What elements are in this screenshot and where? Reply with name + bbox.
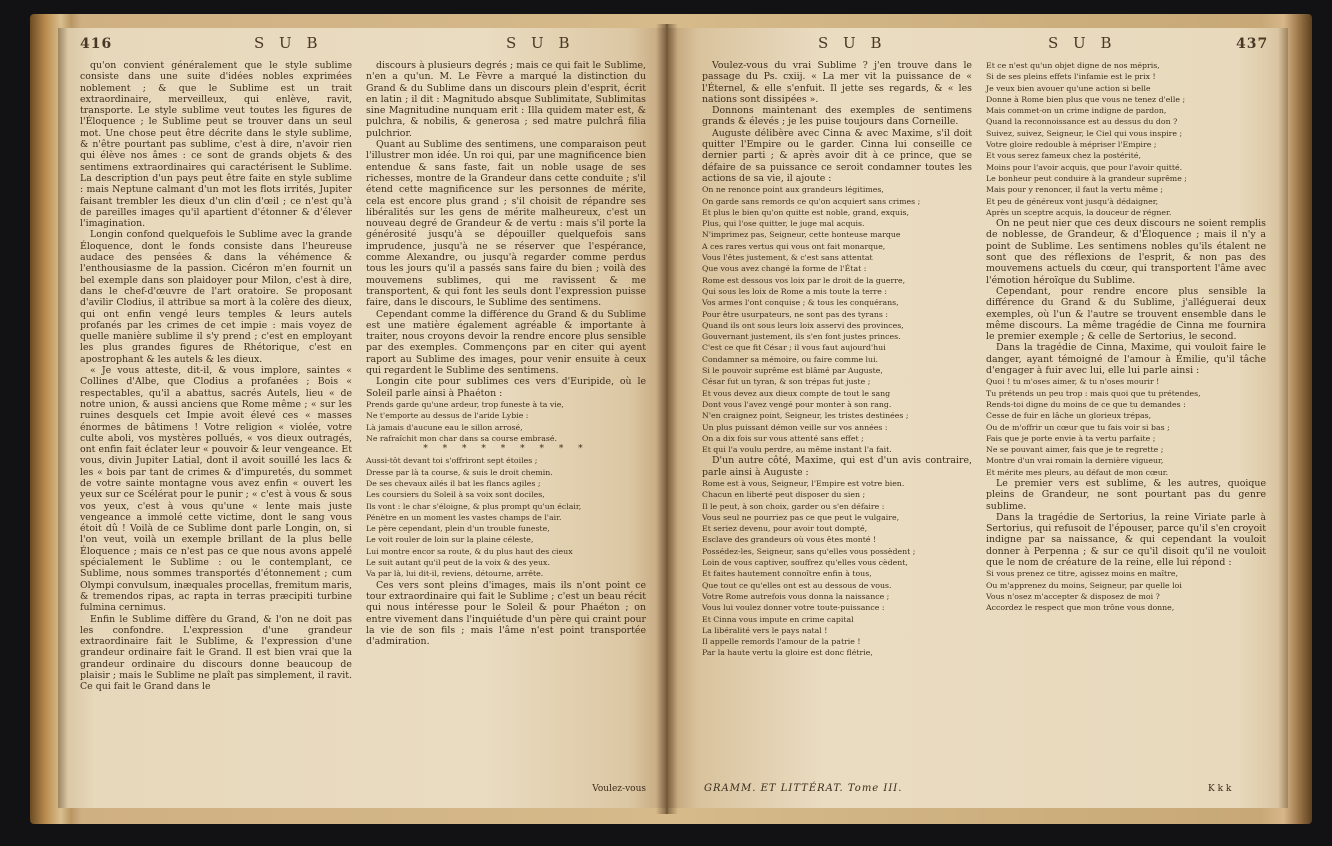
verse-line: Mais pour y renoncer, il faut la vertu même ; xyxy=(986,185,1164,195)
paragraph: Auguste délibère avec Cinna & avec Maxime, s'il doit quitter l'Empire ou le garder. Cinna lui conseille ce dernier parti ; & après avoir dit à ce prince, que se défaire de sa puissance ce seroit condamner toutes les actions de sa vie, il ajoute : xyxy=(702,127,972,184)
left-catchword: Voulez-vous xyxy=(592,784,646,794)
verse-line: Ils vont : le char s'éloigne, & plus prompt qu'un éclair, xyxy=(366,501,582,511)
right-column-2 xyxy=(986,60,1266,614)
verse-line: Le voit rouler de loin sur la plaine céleste, xyxy=(366,535,534,545)
verse-line: Que tout ce qu'elles ont est au dessous de vous. xyxy=(702,580,892,590)
verse-line: Et plus le bien qu'on quitte est noble, grand, exquis, xyxy=(702,207,910,217)
verse-line: Lui montre encor sa route, & du plus haut des cieux xyxy=(366,546,573,556)
right-edge-shadow xyxy=(1278,28,1288,808)
left-head-1: S U B xyxy=(254,34,323,52)
paragraph: Cependant, pour rendre encore plus sensible la différence du Grand & du Sublime, j'alléguerai deux exemples, où l'un & l'autre se trouvent ensemble dans le même discours. La même tragédie de Cinna me fournira le premier exemple ; & celle de Sertorius, le second. xyxy=(986,285,1266,343)
verse-line: Un plus puissant démon veille sur vos années : xyxy=(702,422,888,432)
left-page xyxy=(58,28,666,808)
verse-line: Je veux bien avouer qu'une action si belle xyxy=(986,83,1151,93)
verse-line: Pénètre en un moment les vastes champs de l'air. xyxy=(366,512,562,522)
verse-line: Vous n'osez m'accepter & disposez de moi ? xyxy=(986,591,1160,601)
verse-line: Le suit autant qu'il peut de la voix & des yeux. xyxy=(366,558,550,568)
verse-line: Vos armes l'ont conquise ; & tous les conquérans, xyxy=(702,298,899,308)
verse-line: Aussi-tôt devant toi s'offriront sept étoiles ; xyxy=(366,456,538,466)
verse-line: On a dix fois sur vous attenté sans effet ; xyxy=(702,433,864,443)
verse-line: Et vous devez aux dieux compte de tout le sang xyxy=(702,388,891,398)
paragraph: Le premier vers est sublime, & les autres, quoique pleins de Grandeur, ne sont pourtant pas du genre sublime. xyxy=(986,477,1266,512)
verse-line: Prends garde qu'une ardeur, trop funeste à ta vie, xyxy=(366,399,564,409)
verse-line: Quoi ! tu m'oses aimer, & tu n'oses mourir ! xyxy=(986,377,1160,387)
paragraph: Quant au Sublime des sentimens, une comparaison peut l'illustrer mon idée. Un roi qui, par une magnificence bien entendue & sans faste, fait un noble usage de ses richesses, montre de la Grandeur dans cette conduite ; s'il étend cette magnificence sur les personnes de mérite, cela est encore plus grand ; s'il choisit de répandre ses libéralités sur les gens de mérite malheureux, c'est un nouveau degré de Grandeur & de vertu : mais s'il porte la générosité jusqu'à se dépouiller quelquefois sans imprudence, jusqu'à ne se réserver que l'espérance, comme Alexandre, ou jusqu'à regarder comme perdus tous les jours qu'il a passés sans faire du bien ; voilà des mouvemens sublimes, qui me ravissent & me transportent, & qui font les seuls dont l'expression puisse faire, dans le discours, le Sublime des sentimens. xyxy=(366,139,646,309)
verse-line: Mais commet-on un crime indigne de pardon, xyxy=(986,106,1167,116)
paragraph: Longin cite pour sublimes ces vers d'Euripide, où le Soleil parle ainsi à Phaéton : xyxy=(366,376,646,399)
verse-line: Esclave des grandeurs où vous êtes monté ! xyxy=(702,535,877,545)
verse-line: Dresse par là ta course, & suis le droit chemin. xyxy=(366,467,553,477)
verse-line: Si le pouvoir suprême est blâmé par Auguste, xyxy=(702,366,883,376)
verse-line: Votre gloire redouble à mépriser l'Empire ; xyxy=(986,140,1157,150)
verse-line: Rends-toi digne du moins de ce que tu demandes : xyxy=(986,399,1186,409)
paragraph: discours à plusieurs degrés ; mais ce qui fait le Sublime, n'en a qu'un. M. Le Fèvre a marqué la distinction du Grand & du Sublime dans un discours plein d'esprit, écrit en latin ; il dit : Magnitudo absque Sublimitate, Sublimitas sine Magnitudine nunquam erit : Illa quidem mater est, & pulchra, & nobilis, & generosa ; sed matre pulchrâ filia pulchrior. xyxy=(366,60,646,139)
verse-line: Le père cependant, plein d'un trouble funeste, xyxy=(366,524,550,534)
verse-line: Vous l'êtes justement, & c'est sans attentat xyxy=(702,253,873,263)
verse-line: Pour être usurpateurs, ne sont pas des tyrans : xyxy=(702,309,888,319)
verse-line: Va par là, lui dit-il, reviens, détourne, arrête. xyxy=(366,569,544,579)
paragraph: qu'on convient généralement que le style sublime consiste dans une suite d'idées nobles exprimées noblement ; & que le Sublime est un trait extraordinaire, merveilleux, qui enlève, ravit, transporte. Le style sublime veut toutes les figures de l'Éloquence ; le Sublime peut se trouver dans un seul mot. Une chose peut être décrite dans le style sublime, & n'être pourtant pas sublime, c'est à dire, n'avoir rien qui élève nos âmes : ce sont de grands objets & des sentimens extraordinaires qui caractérisent le Sublime. La description d'un pays peut être faite en style sublime : mais Neptune calmant d'un mot les flots irrités, Jupiter faisant trembler les dieux d'un clin d'œil ; ce n'est qu'à de pareilles images qu'il apartient d'étonner & d'élever l'imagination. xyxy=(80,60,352,230)
right-running-head xyxy=(668,34,1288,56)
verse-line: Si de ses pleins effets l'infamie est le prix ! xyxy=(986,72,1156,82)
paragraph: Dans la tragédie de Cinna, Maxime, qui vouloit faire le danger, ayant témoigné de l'amour à Émilie, qu'il tâche d'engager à fuir avec lui, elle lui parle ainsi : xyxy=(986,342,1266,377)
verse-line: Que vous avez changé la forme de l'État : xyxy=(702,264,867,274)
verse-line: Fais que je porte envie à ta vertu parfaite ; xyxy=(986,433,1156,443)
verse-line: Cesse de fuir en lâche un glorieux trépas, xyxy=(986,411,1152,421)
left-head-2: S U B xyxy=(506,34,575,52)
paragraph: Dans la tragédie de Sertorius, la reine Viriate parle à Sertorius, qui refusoit de l'épouser, parce qu'il s'en croyoit indigne par sa naissance, & qui cependant la vouloit donner à Perpenna ; & sur ce qu'il disoit qu'il ne vouloit que le nom de créature de la reine, elle lui répond : xyxy=(986,511,1266,569)
verse-line: Gouvernant justement, ils s'en font justes princes. xyxy=(702,332,901,342)
verse-line: Plus, qui l'ose quitter, le juge mal acquis. xyxy=(702,219,865,229)
verse-line: Il appelle remords l'amour de la patrie ! xyxy=(702,637,861,647)
verse-line: Dont vous l'avez vengé pour monter à son rang. xyxy=(702,399,892,409)
verse-line: Et vous serez fameux chez la postérité, xyxy=(986,151,1141,161)
verse-line: Là jamais d'aucune eau le sillon arrosé, xyxy=(366,422,523,432)
right-footer: GRAMM. ET LITTÉRAT. Tome III. xyxy=(704,783,903,794)
verse-line: C'est ce que fit César ; il vous faut aujourd'hui xyxy=(702,343,886,353)
paragraph: Voulez-vous du vrai Sublime ? j'en trouve dans le passage du Ps. cxiij. « La mer vit la puissance de « l'Éternel, & elle s'enfuit. Il jette ses regards, & « les nations sont dissipées ». xyxy=(702,60,972,105)
verse-line: N'imprimez pas, Seigneur, cette honteuse marque xyxy=(702,230,901,240)
verse-line: Ne se pouvant aimer, fais que je te regrette ; xyxy=(986,445,1164,455)
paragraph: Ces vers sont pleins d'images, mais ils n'ont point ce tour extraordinaire qui fait le Sublime ; c'est un beau récit qui nous intéresse pour le Soleil & pour Phaéton ; on entre vivement dans l'inquiétude d'un père qui craint pour la vie de son fils ; mais l'âme n'est point transportée d'admiration. xyxy=(366,579,646,648)
verse-line: Donne à Rome bien plus que vous ne tenez d'elle ; xyxy=(986,94,1186,104)
left-column-2 xyxy=(366,60,646,647)
verse-line: Les coursiers du Soleil à sa voix sont dociles, xyxy=(366,490,545,500)
verse-line: Tu prétends un peu trop : mais quoi que tu prétendes, xyxy=(986,388,1201,398)
verse-line: Si vous prenez ce titre, agissez moins en maître, xyxy=(986,569,1179,579)
verse-line: Le bonheur peut conduire à la grandeur suprême ; xyxy=(986,173,1187,183)
verse-line: De ses chevaux ailés il bat les flancs agiles ; xyxy=(366,478,541,488)
verse-line: Et seriez devenu, pour avoir tout dompté, xyxy=(702,524,868,534)
verse-line: Et peu de généreux vont jusqu'à dédaigner, xyxy=(986,196,1159,206)
verse-line: Possédez-les, Seigneur, sans qu'elles vous possèdent ; xyxy=(702,546,916,556)
paragraph: D'un autre côté, Maxime, qui est d'un avis contraire, parle ainsi à Auguste : xyxy=(702,455,972,478)
right-column-1 xyxy=(702,60,972,659)
stars-divider: * * * * * * * * * xyxy=(423,444,589,455)
verse-line: César fut un tyran, & son trépas fut juste ; xyxy=(702,377,871,387)
verse-line: Et mérite mes pleurs, au défaut de mon cœur. xyxy=(986,467,1169,477)
paragraph: Cependant comme la différence du Grand & du Sublime est une matière également agréable & importante à traiter, nous croyons devoir la rendre encore plus sensible par des exemples. Commençons par en citer qui ayent raport au Sublime des images, pour venir ensuite à ceux qui regardent le Sublime des sentimens. xyxy=(366,308,646,377)
verse-line: Par la haute vertu la gloire est donc flétrie, xyxy=(702,648,873,658)
verse-line: Votre Rome autrefois vous donna la naissance ; xyxy=(702,591,890,601)
verse-line: Ou de m'offrir un cœur que tu fais voir si bas ; xyxy=(986,422,1170,432)
verse-line: Quand ils ont sous leurs loix asservi des provinces, xyxy=(702,320,904,330)
verse-line: Condamner sa mémoire, ou faire comme lui. xyxy=(702,354,879,364)
right-page xyxy=(668,28,1288,808)
verse-line: Accordez le respect que mon trône vous donne, xyxy=(986,603,1175,613)
verse-line: Montre d'un vrai romain la dernière vigueur, xyxy=(986,456,1164,466)
left-edge-shadow xyxy=(58,28,68,808)
verse-line: Ne t'emporte au dessus de l'aride Lybie : xyxy=(366,411,529,421)
verse-line: On garde sans remords ce qu'on acquiert sans crimes ; xyxy=(702,196,921,206)
paragraph: Donnons maintenant des exemples de sentimens grands & élevés ; je les puise toujours dans Corneille. xyxy=(702,105,972,128)
right-page-number: 437 xyxy=(1236,36,1269,52)
right-head-2: S U B xyxy=(1048,34,1117,52)
left-running-head xyxy=(58,34,666,56)
verse-line: La libéralité vers le pays natal ! xyxy=(702,625,828,635)
verse-line: Quand la reconnoissance est au dessus du don ? xyxy=(986,117,1178,127)
verse-line: Après un sceptre acquis, la douceur de régner. xyxy=(986,207,1172,217)
verse-line: Suivez, suivez, Seigneur, le Ciel qui vous inspire ; xyxy=(986,128,1183,138)
verse-line: Qui sous les loix de Rome a mis toute la terre : xyxy=(702,286,887,296)
verse-line: Chacun en liberté peut disposer du sien ; xyxy=(702,490,866,500)
verse-line: Rome est dessous vos loix par le droit de la guerre, xyxy=(702,275,906,285)
right-head-1: S U B xyxy=(818,34,887,52)
verse-line: Rome est à vous, Seigneur, l'Empire est votre bien. xyxy=(702,478,905,488)
verse-line: Moins pour l'avoir acquis, que pour l'avoir quitté. xyxy=(986,162,1183,172)
verse-line: Et ce n'est qu'un objet digne de nos mépris, xyxy=(986,61,1160,70)
verse-line: Ne rafraîchit mon char dans sa course embrasé. xyxy=(366,433,558,443)
verse-line: Et faites hautement connoître enfin à tous, xyxy=(702,569,872,579)
book-gutter xyxy=(656,24,678,814)
left-page-number: 416 xyxy=(80,36,113,52)
paragraph: On ne peut nier que ces deux discours ne soient remplis de noblesse, de Grandeur, & d'Éloquence ; mais il n'y a point de Sublime. Les sentimens nobles qu'ils étalent ne sont que des réflexions de l'esprit, & non pas des mouvemens actuels du cœur, qui transportent l'âme avec l'émotion héroïque du Sublime. xyxy=(986,218,1266,286)
verse-line: Et Cinna vous impute en crime capital xyxy=(702,614,854,624)
verse-line: N'en craignez point, Seigneur, les tristes destinées ; xyxy=(702,411,909,421)
paragraph: Enfin le Sublime diffère du Grand, & l'on ne doit pas les confondre. L'expression d'une grandeur extraordinaire fait le Sublime, & l'expression d'une grandeur ordinaire fait le Grand. Il est bien vrai que la grandeur ordinaire du discours donne beaucoup de plaisir ; mais le Sublime ne plaît pas simplement, il ravit. Ce qui fait le Grand dans le xyxy=(80,613,352,693)
verse-line: Vous lui voulez donner votre toute-puissance : xyxy=(702,603,885,613)
verse-line: On ne renonce point aux grandeurs légitimes, xyxy=(702,185,884,195)
verse-line: A ces rares vertus qui vous ont fait monarque, xyxy=(702,241,886,251)
verse-line: Vous seul ne pourriez pas ce que peut le vulgaire, xyxy=(702,512,900,522)
verse-line: Loin de vous captiver, souffrez qu'elles vous cèdent, xyxy=(702,558,908,568)
verse-line: Il le peut, à son choix, garder ou s'en défaire : xyxy=(702,501,885,511)
verse-line: Ou m'apprenez du moins, Seigneur, par quelle loi xyxy=(986,580,1182,590)
right-signature: K k k xyxy=(1208,784,1232,794)
verse-line: Et qui l'a voulu perdre, au même instant l'a fait. xyxy=(702,445,892,455)
paragraph: « Je vous atteste, dit-il, & vous implore, saintes « Collines d'Albe, que Clodius a profanées ; Bois « respectables, qu'il a abattus, sacrés Autels, lieu « de notre union, & aussi anciens que Rome même ; « sur les ruines desquels cet Impie avoit élevé ces « masses énormes de bâtimens ! Votre religion « violée, votre culte aboli, vos mystères pollués, « vos dieux outragés, ont enfin fait éclater leur « pouvoir & leur vengeance. Et vous, divin Jupiter Latial, dont il avoit souillé les lacs & les « bois par tant de crimes & d'impuretés, du sommet de votre sainte montagne vous avez enfin « ouvert les yeux sur ce Scélérat pour le punir ; « c'est à vous & sous vos yeux, c'est à vous qu'une « lente mais juste vengeance a immolé cette victime, dont le sang vous étoit dû ! Voilà de ce Sublime dont parle Longin, on, si l'on veut, voilà un exemple brillant de la plus belle Éloquence ; mais ce n'est pas ce que nous avons appelé spécialement le Sublime : ou le contemplant, ce Sublime, nous sommes transportés d'étonnement ; cum Olympi convulsum, inæquales procellas, fremitum maris, & tremendos ripas, ac rapta in terras præcipiti turbine fulmina cernimus. xyxy=(80,365,352,614)
left-column-1 xyxy=(80,60,352,693)
paragraph: Longin confond quelquefois le Sublime avec la grande Éloquence, dont le fonds consiste dans l'heureuse audace des pensées & dans la véhémence & l'enthousiasme de la passion. Cicéron m'en fournit un bel exemple dans son plaidoyer pour Milon, c'est à dire, dans le chef-d'œuvre de l'art oratoire. Se proposant d'avilir Clodius, il attribue sa mort à la colère des dieux, qui ont enfin vengé leurs temples & leurs autels profanés par les crimes de cet impie : mais voyez de quelle manière sublime il s'y prend ; c'est en employant les plus grandes figures de Rhétorique, c'est en apostrophant & les autels & les dieux. xyxy=(80,229,352,365)
